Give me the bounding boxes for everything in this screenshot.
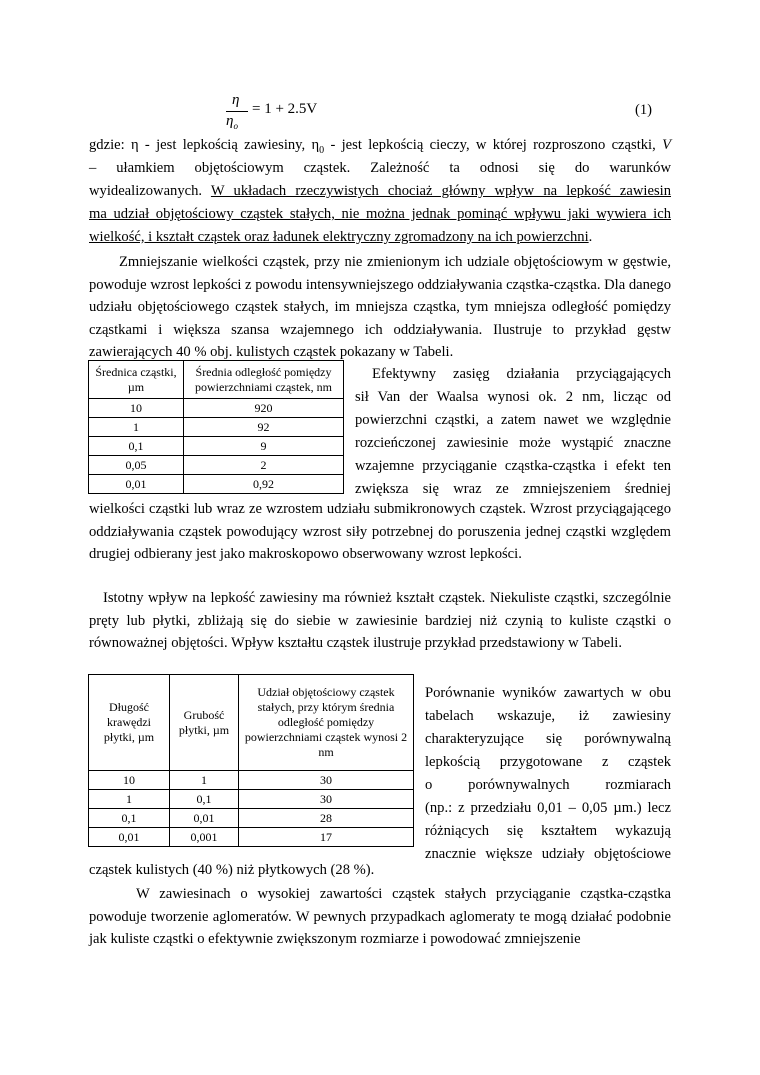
table-cell: 0,1 — [170, 790, 239, 809]
table-cell: 10 — [89, 771, 170, 790]
p1-line3: wyidealizowanych. W układach rzeczywistych chociaż główny wpływ na lepkość zawiesin — [89, 183, 671, 199]
table-cell: 2 — [184, 456, 344, 475]
p1-line1: gdzie: η - jest lepkością zawiesiny, $\eta_0$ - jest lepkością cieczy, w której rozproszono cząstki, V — [89, 137, 671, 156]
table-header: Średnia odległość pomiędzy powierzchniami cząstek, nm — [184, 361, 344, 399]
table-cell: 17 — [239, 828, 414, 847]
p5-side-line: o porównywalnych rozmiarach — [425, 777, 671, 793]
p5-side-line: lepkością przygotowane z cząstek — [425, 754, 671, 770]
paragraph-3-continued: wielkości cząstki lub wraz ze wzrostem udziału submikronowych cząstek. Wzrost przyciągającego oddziaływania cząstek powodujący wzrost siły potrzebnej do poruszenia jednej cząstki względem drugiej odbierany jest jako makroskopowo obserwowany wzrost lepkości. — [89, 501, 671, 562]
eq-denominator: $\eta_o$ — [226, 113, 238, 131]
table-header: Średnica cząstki, µm — [89, 361, 184, 399]
p5-side-line: tabelach wskazuje, iż zawiesiny — [425, 708, 671, 724]
p5-side-line: charakteryzujące się porównywalną — [425, 731, 671, 747]
eq-rhs: = 1 + 2.5V — [252, 101, 318, 117]
table-cell: 0,1 — [89, 809, 170, 828]
paragraph-2: Zmniejszanie wielkości cząstek, przy nie zmienionym ich udziale objętościowym w gęstwie, powoduje wzrost lepkości z powodu intensywniejszego oddziaływania cząstka-cząstka. Dla danego udziału objętościowego cząstek stałych, im mniejsza cząstka, tym mniejsza odległość pomiędzy cząstkami i większa szansa wzajemnego ich oddziaływania. Ilustruje to przykład gęstw zawierających 40 % obj. kulistych cząstek pokazany w Tabeli. — [89, 254, 671, 360]
table-platelet-shape — [88, 674, 414, 847]
table-cell: 0,01 — [89, 828, 170, 847]
p3-side-line: zwiększa się wraz ze zmniejszeniem średniej — [355, 481, 671, 497]
p1-line4: ma udział objętościowy cząstek stałych, nie można jednak pominąć wpływu jaki wywiera ich — [89, 206, 671, 222]
table-cell: 0,01 — [170, 809, 239, 828]
table-row — [89, 437, 344, 456]
table-cell: 920 — [184, 399, 344, 418]
table-row — [89, 475, 344, 494]
p5-side-line: (np.: z przedziału 0,01 – 0,05 µm.) lecz — [425, 800, 671, 816]
p5-side-line: znacznie większe udziały objętościowe — [425, 846, 671, 862]
paragraph-5-end: cząstek kulistych (40 %) niż płytkowych (28 %). — [89, 862, 375, 878]
p3-side-line: wzajemne przyciąganie cząstka-cząstka i efekt ten — [355, 458, 671, 474]
p1-line2: – ułamkiem objętościowym cząstek. Zależność ta odnosi się do warunków — [89, 160, 671, 176]
table-row — [89, 418, 344, 437]
table-row — [89, 828, 414, 847]
p3-side-line: powierzchni cząstki, a zatem nawet we względnie — [355, 412, 671, 428]
p3-side-line: sił Van der Waalsa wynosi ok. 2 nm, licząc od — [355, 389, 671, 405]
table-row — [89, 399, 344, 418]
table-cell: 92 — [184, 418, 344, 437]
table-row — [89, 771, 414, 790]
table-header: Grubość płytki, µm — [170, 675, 239, 771]
table-cell: 0,92 — [184, 475, 344, 494]
table-cell: 0,05 — [89, 456, 184, 475]
table-cell: 1 — [89, 418, 184, 437]
table-cell: 9 — [184, 437, 344, 456]
p3-side-line: rozcieńczonej zawiesinie może wystąpić znaczne — [355, 435, 671, 451]
table-cell: 1 — [89, 790, 170, 809]
eq-fraction-bar — [226, 111, 248, 112]
paragraph-6: W zawiesinach o wysokiej zawartości cząstek stałych przyciąganie cząstka-cząstka powoduje tworzenie aglomeratów. W pewnych przypadkach aglomeraty te mogą działać podobnie jak kuliste cząstki o efektywnie zwiększonym rozmiarze i powodować zmniejszenie — [89, 886, 671, 947]
table-cell: 30 — [239, 790, 414, 809]
table-cell: 28 — [239, 809, 414, 828]
table-cell: 0,01 — [89, 475, 184, 494]
table-header: Długość krawędzi płytki, µm — [89, 675, 170, 771]
table-header: Udział objętościowy cząstek stałych, przy którym średnia odległość pomiędzy powierzchniami cząstek wynosi 2 nm — [239, 675, 414, 771]
table-row — [89, 809, 414, 828]
eq-numerator: η — [232, 92, 240, 108]
table-cell: 0,001 — [170, 828, 239, 847]
p3-side-line: Efektywny zasięg działania przyciągających — [372, 366, 671, 382]
eq-number: (1) — [635, 102, 653, 118]
table-cell: 30 — [239, 771, 414, 790]
table-row — [89, 456, 344, 475]
table-cell: 10 — [89, 399, 184, 418]
p5-side-line: różniących się kształtem wykazują — [425, 823, 671, 839]
table-particle-distance — [88, 360, 344, 494]
p1-line5: wielkość, i kształt cząstek oraz ładunek elektryczny zgromadzony na ich powierzchni. — [89, 229, 593, 245]
table-cell: 1 — [170, 771, 239, 790]
table-row — [89, 790, 414, 809]
p5-side-line: Porównanie wyników zawartych w obu — [425, 685, 671, 701]
table-header-row — [89, 675, 414, 771]
paragraph-4: Istotny wpływ na lepkość zawiesiny ma również kształt cząstek. Niekuliste cząstki, szczególnie pręty lub płytki, zbliżają się do siebie w zawiesinie bardziej niż czynią to kuliste cząstki o równoważnej objętości. Wpływ kształtu cząstek ilustruje przykład przedstawiony w Tabeli. — [89, 590, 671, 651]
table-header-row — [89, 361, 344, 399]
table-cell: 0,1 — [89, 437, 184, 456]
